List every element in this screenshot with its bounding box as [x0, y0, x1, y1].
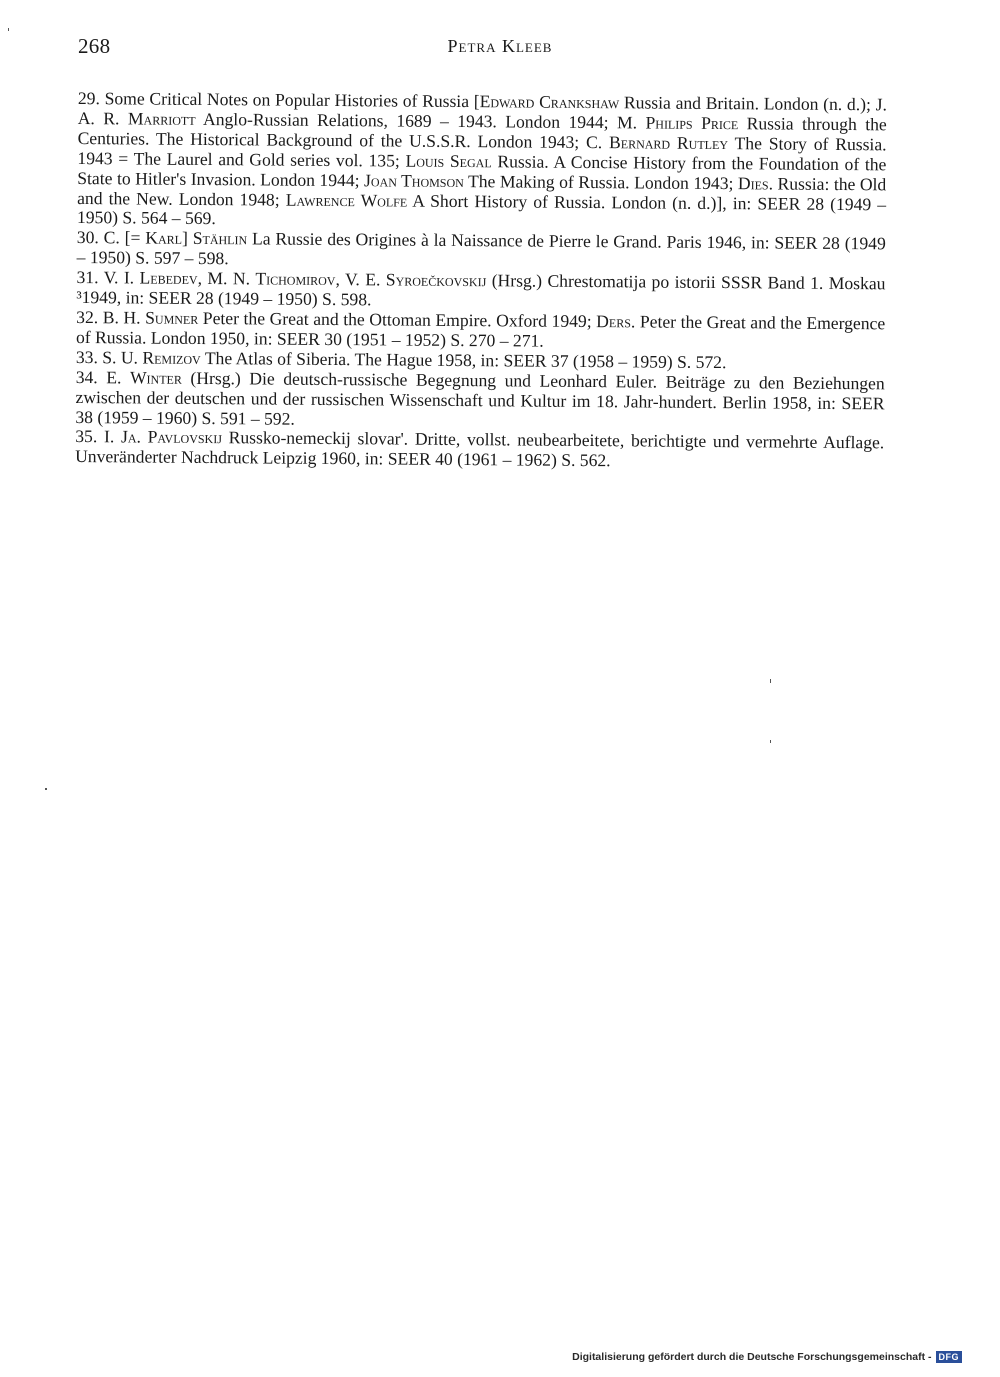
- entry-text: Russia and Britain. London (n. d.); J. A. R.: [77, 92, 887, 129]
- dfg-logo: DFG: [936, 1351, 963, 1363]
- author-name: Edward Crankshaw: [479, 91, 620, 113]
- author-name: Joan Thomson: [363, 169, 464, 191]
- bibliography-entry: [75, 368, 884, 434]
- author-name: Dies.: [737, 172, 774, 194]
- entry-text: A Short History of Russia. London (n. d.)], in: SEER 28 (1949 – 1950) S. 564 – 569.: [76, 190, 887, 229]
- author-name: Remizov: [142, 347, 201, 368]
- scan-speck: [8, 28, 9, 31]
- author-name: Lebedev: [139, 267, 198, 289]
- author-name: Stählin: [192, 228, 248, 249]
- entry-text: Russko-nemeckij slovar'. Dritte, vollst. neubearbeitete, berichtigte und vermehrte Auflage. Unveränderter Nachdruck Leipzig 1960, in: SEER 40 (1961 – 1962) S. 562.: [75, 427, 885, 471]
- entry-text: 30. C. [=: [76, 227, 146, 248]
- entry-text: Russia: the Old and the New. London 1948;: [77, 173, 887, 210]
- running-head: Petra Kleeb: [447, 36, 553, 56]
- entry-text: 31. V. I.: [76, 267, 140, 288]
- author-name: Marriott: [127, 108, 196, 129]
- scan-speck: [770, 740, 771, 743]
- bibliography-entry: [77, 89, 887, 235]
- author-name: Karl: [145, 227, 183, 249]
- entry-text: The Story of Russia. 1943 = The Laurel and Gold series vol. 135;: [77, 132, 887, 171]
- bibliography-entry: [75, 427, 884, 473]
- author-name: Louis Segal: [405, 150, 492, 171]
- funding-note-text: Digitalisierung gefördert durch die Deutsche Forschungsgemeinschaft -: [572, 1351, 932, 1363]
- entry-text: ]: [181, 228, 193, 249]
- entry-text: 33. S. U.: [75, 346, 143, 368]
- entry-text: (Hrsg.) Die deutsch-russische Begegnung und Leonhard Euler. Beiträge zu den Beziehungen zwischen der deutschen und der russischen Wissenschaft und Kultur im 18. Jahr-hundert. Berlin 1958, in: SEER 38 (1959 – 1960) S. 591 – 592.: [75, 367, 885, 429]
- entry-text: Anglo-Russian Relations, 1689 – 1943. London 1944; M.: [195, 108, 646, 133]
- entry-text: , V. E.: [335, 269, 386, 290]
- bibliography-entries: [75, 89, 887, 474]
- entry-text: Russia. A Concise History from the Foundation of the State to Hitler's Invasion. London 1944;: [77, 150, 887, 190]
- author-name: Bernard Rutley: [608, 131, 729, 153]
- footer-funding-note: [572, 1351, 962, 1363]
- entry-text: Russia through the Centuries. The Historical Background of the U.S.S.R. London 1943; C.: [77, 113, 887, 152]
- author-name: Sumner: [145, 307, 199, 328]
- author-name: Winter: [129, 367, 183, 388]
- entry-text: 34. E.: [75, 366, 131, 388]
- author-name: Lawrence Wolfe: [285, 189, 408, 211]
- page-number: 268: [78, 34, 111, 58]
- entry-text: La Russie des Origines à la Naissance de Pierre le Grand. Paris 1946, in: SEER 28 (1949 – 1950) S. 597 – 598.: [76, 228, 886, 269]
- scan-speck: [770, 679, 771, 683]
- entry-text: 32. B. H.: [76, 306, 146, 328]
- entry-text: , M. N.: [197, 268, 256, 289]
- scan-speck: [45, 788, 47, 790]
- author-name: Ja. Pavlovskij: [120, 426, 223, 448]
- entry-text: (Hrsg.) Chrestomatija po istorii SSSR Band 1. Moskau ³1949, in: SEER 28 (1949 – 1950) S. 598.: [76, 270, 886, 310]
- author-name: Tichomirov: [255, 268, 336, 290]
- entry-text: The Atlas of Siberia. The Hague 1958, in: SEER 37 (1958 – 1959) S. 572.: [200, 347, 727, 372]
- entry-text: The Making of Russia. London 1943;: [463, 170, 739, 193]
- entry-text: Peter the Great and the Emergence of Russia. London 1950, in: SEER 30 (1951 – 1952) S. 270 – 271.: [75, 311, 886, 351]
- entry-text: Peter the Great and the Ottoman Empire. Oxford 1949;: [198, 307, 597, 332]
- author-name: Ders.: [596, 311, 636, 332]
- entry-text: 35. I.: [75, 426, 122, 447]
- entry-text: 29. Some Critical Notes on Popular Histories of Russia [: [77, 88, 480, 112]
- author-name: Syroečkovskij: [385, 269, 487, 291]
- author-name: Philips Price: [645, 112, 739, 134]
